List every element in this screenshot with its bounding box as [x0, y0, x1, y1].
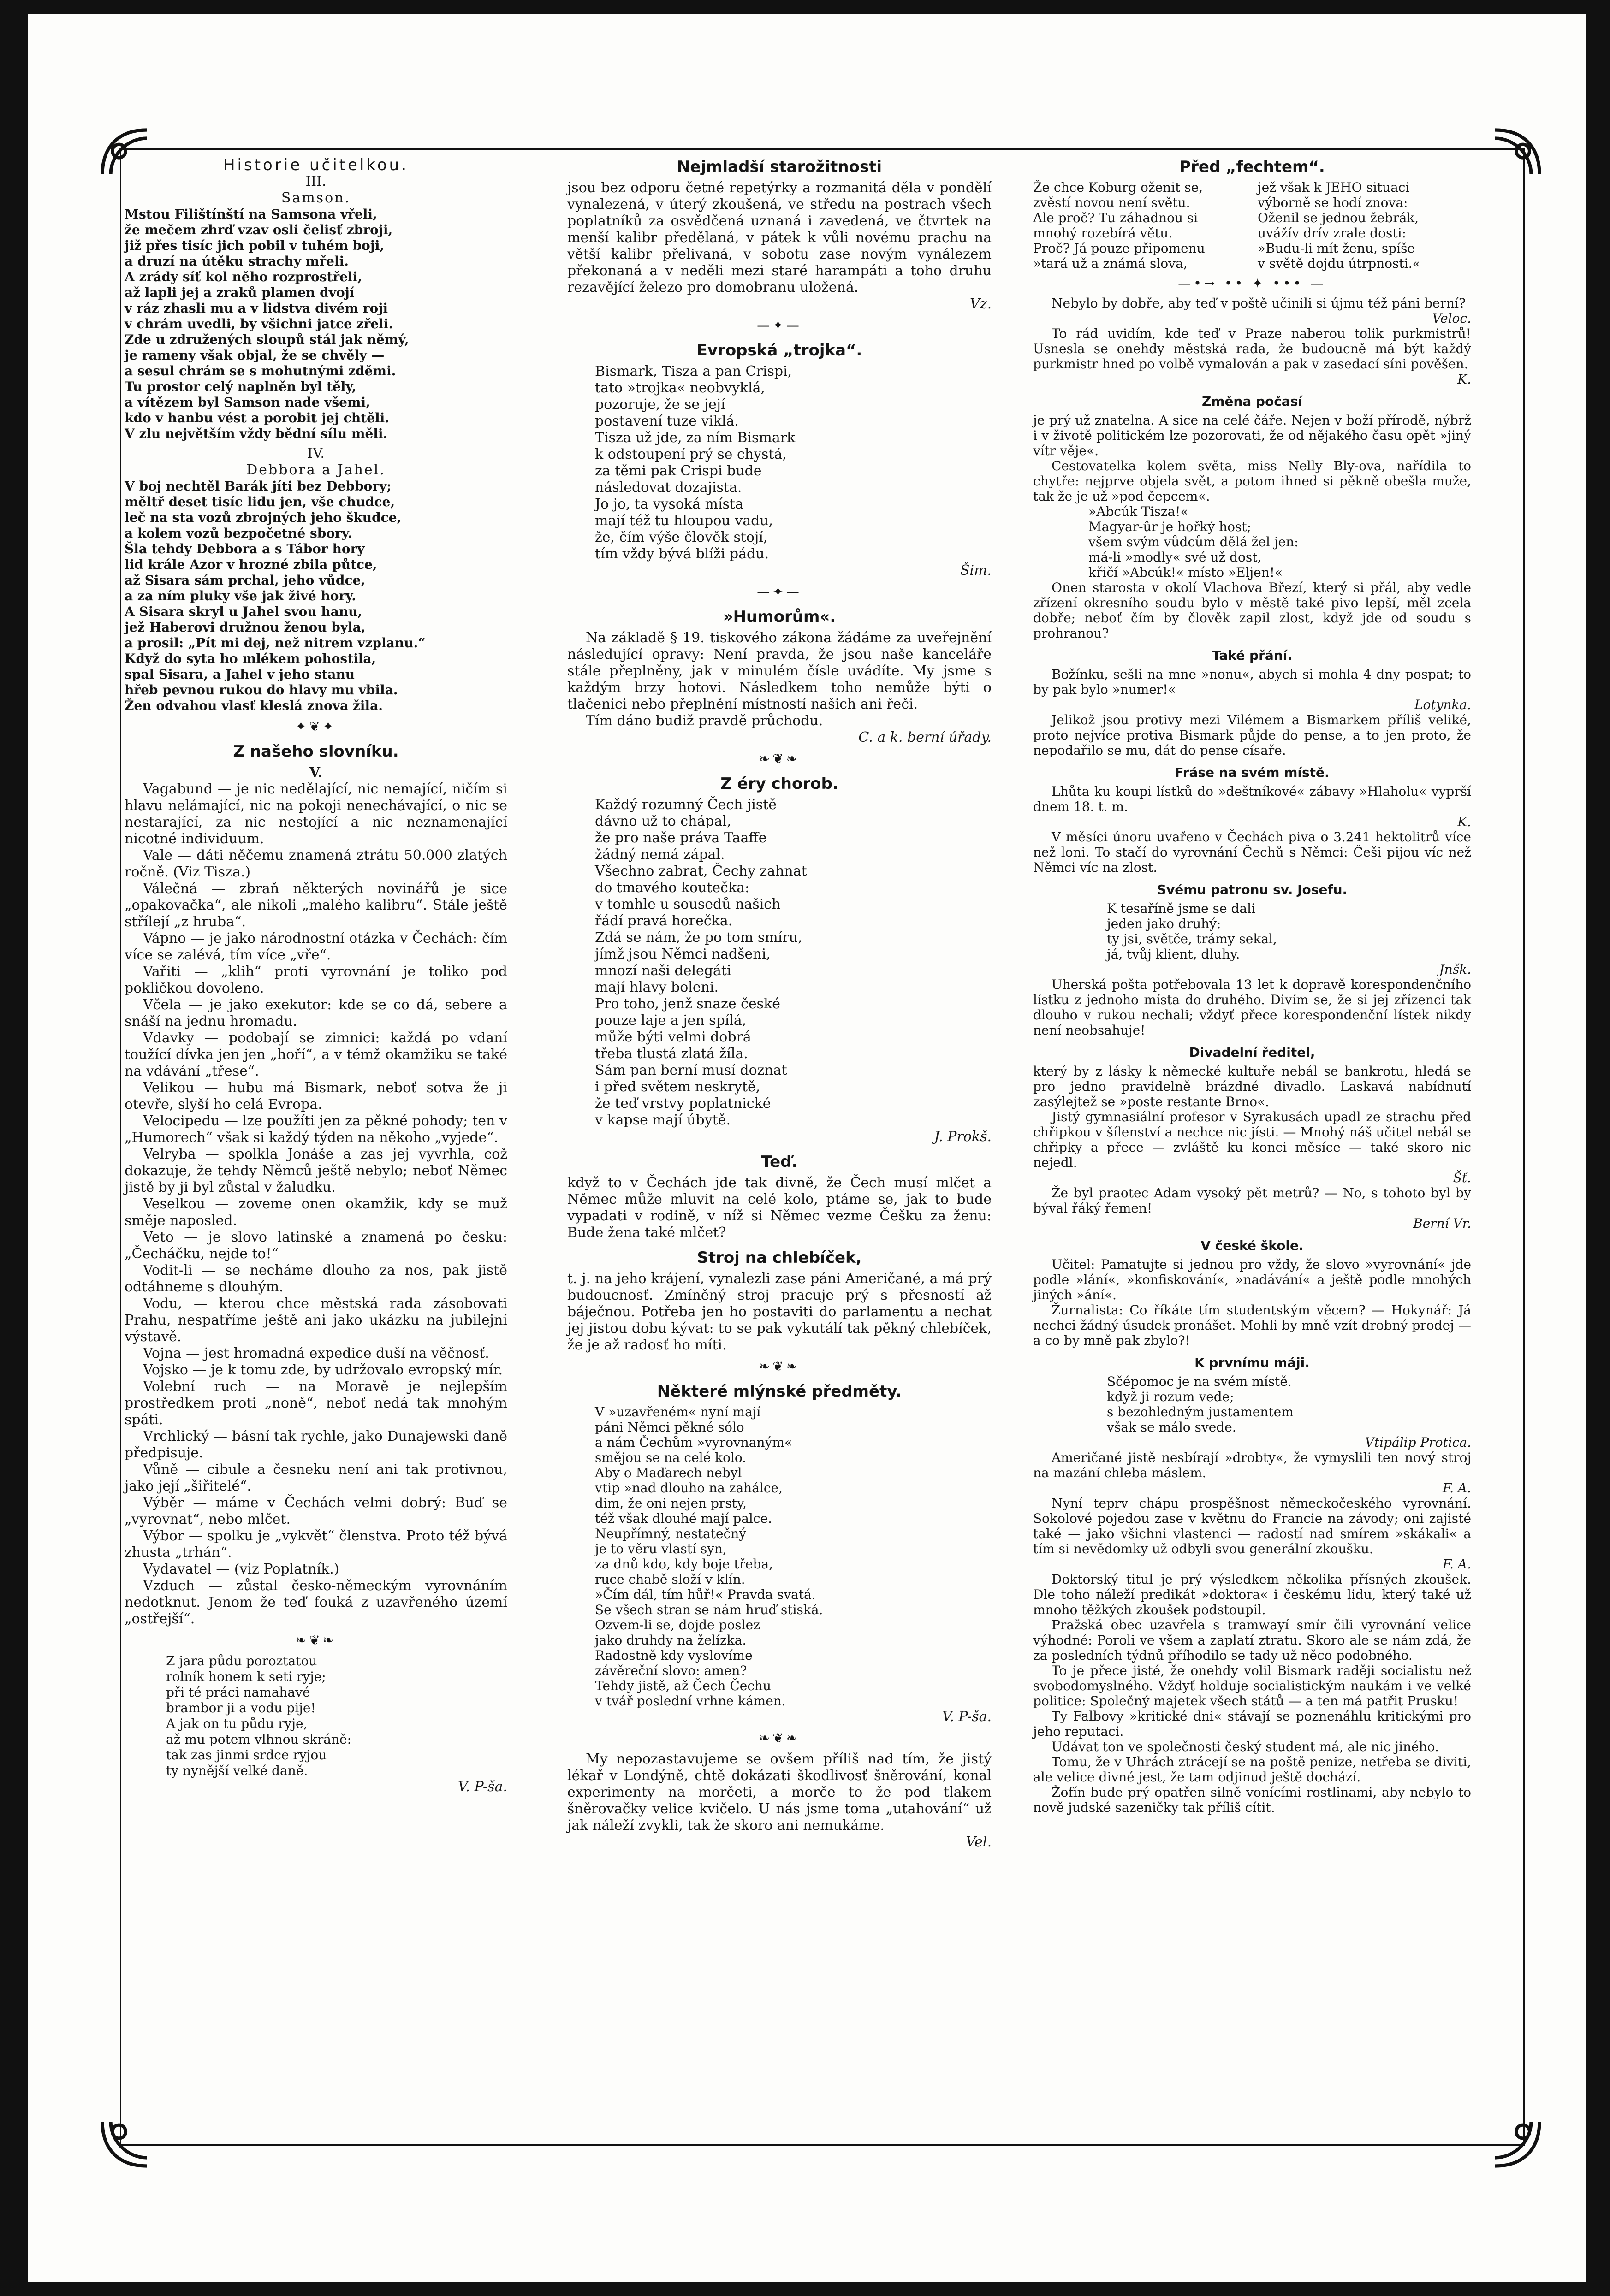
article-title: Historie učitelkou.	[223, 156, 409, 174]
verse-line: tím vždy bývá blíži pádu.	[595, 546, 769, 562]
verse-line: že mečem zhrď vzav osli čelisť zbroji,	[125, 222, 393, 237]
verse-line: Neupřímný, nestatečný	[595, 1526, 747, 1541]
article-body: Onen starosta v okolí Vlachova Březí, který si přál, aby vedle zřízení okresního soudu bylo v městě také pivo lepší, měl zcela dobře; neboť čím by člověk zapil zlost, když jde od soudu s prohranou?	[1033, 580, 1471, 641]
article-body: Božínku, sešli na mne »nonu«, abych si mohla 4 dny pospat; to by pak bylo »numer!«	[1033, 667, 1471, 697]
article-body: Uherská pošta potřebovala 13 let k dopravě korespondenčního lístku z jednoho místa do druhého. Divím se, že si jej zřízenci tak dlouho v rukou nechali; vždyť přece korespondenční lístek nikdy není neobsahuje!	[1033, 977, 1471, 1038]
article-title: Svému patronu sv. Josefu.	[1157, 882, 1348, 897]
dictionary-entry: Válečná — zbraň některých novinářů je sice „opakovačka“, ale nikoli „malého kalibru“. Stále ještě střílejí „z hruba“.	[125, 881, 507, 930]
verse-line: až lapli jej a zraků plamen dvojí	[125, 285, 355, 300]
article-body: Tím dáno budiž pravdě průchodu.	[586, 713, 823, 729]
article-title: Divadelní ředitel,	[1189, 1045, 1315, 1060]
verse-line: že, čím výše člověk stojí,	[595, 529, 768, 545]
verse-line: V zlu největším vždy bědní sílu měli.	[125, 426, 388, 441]
signature: K.	[1457, 372, 1471, 387]
article-title: Teď.	[761, 1153, 798, 1171]
verse-line: postavení tuze viklá.	[595, 413, 739, 429]
verse-line: »Budu-li mít ženu, spíše	[1258, 241, 1415, 256]
verse-line: Ozvem-li se, dojde poslez	[595, 1617, 760, 1633]
article-body: My nepozastavujeme se ovšem příliš nad tím, že jistý lékař v Londýně, chtě dokázati škodlivosť šněrování, konal experimenty na morčeti, a morče to že pod tlakem šněrovačky velice kvičelo. U nás jsme toma „utahování“ už jak náleží zvykli, tak že skoro ani nemukáme.	[567, 1751, 992, 1834]
article-title: Také přání.	[1212, 648, 1292, 663]
signature: Jnšk.	[1439, 962, 1471, 977]
dictionary-entry: Vodu, — kterou chce městská rada zásobovati Prahu, nespatříme ještě ani jako ukázku na jubilejní výstavě.	[125, 1296, 507, 1345]
verse-line: v tomhle u sousedů našich	[595, 896, 781, 912]
verse-line: lid krále Azor v hrozné zbila půtce,	[125, 557, 377, 572]
article-title: Fráse na svém místě.	[1175, 765, 1330, 780]
verse-line: Každý rozumný Čech jistě	[595, 797, 777, 813]
article-title: Některé mlýnské předměty.	[657, 1382, 902, 1401]
article-title: V české škole.	[1200, 1238, 1304, 1253]
verse-line: tak zas jinmi srdce ryjou	[166, 1747, 327, 1763]
article-body: Ty Falbovy »kritické dni« stávají se poznenáhlu kritickými pro jeho reputaci.	[1033, 1709, 1471, 1739]
verse-line: hřeb pevnou rukou do hlavy mu vbila.	[125, 682, 398, 698]
verse-line: vtip »nad dlouho na zahálce,	[595, 1480, 783, 1496]
article-title: Nejmladší starožitnosti	[677, 158, 882, 176]
article-body: Žofín bude prý opatřen silně vonícími rostlinami, aby nebylo to nově judské sazeničky tak příliš cítit.	[1033, 1785, 1471, 1815]
verse-line: leč na sta vozů zbrojných jeho škudce,	[125, 510, 402, 525]
verse-line: Když do syta ho mlékem pohostila,	[125, 651, 376, 666]
column-middle	[567, 157, 992, 1851]
sonnet-samson	[125, 207, 507, 442]
article-body: je prý už znatelna. A sice na celé čáře. Nejen v boží přírodě, nýbrž i v životě politickém lze pozorovati, že od nějakého času opět »jiný vítr věje«.	[1033, 413, 1471, 458]
verse-line: A Sisara skryl u Jahel svou hanu,	[125, 604, 362, 619]
verse-line: až mu potem vlhnou skráně:	[166, 1732, 351, 1747]
verse-line: V boj nechtěl Barák jíti bez Debbory;	[125, 479, 392, 494]
signature: Vz.	[969, 296, 992, 312]
verse-line: že pro naše práva Taaffe	[595, 830, 767, 846]
verse-line: v tvář poslední vrhne kámen.	[595, 1693, 786, 1709]
verse-line: v chrám uvedli, by všichni jatce zřeli.	[125, 316, 393, 331]
verse-line: »tará už a známá slova,	[1033, 256, 1188, 271]
verse-line: Všechno zabrat, Čechy zahnat	[595, 863, 807, 879]
verse-line: za dnů kdo, kdy boje třeba,	[595, 1556, 773, 1572]
dictionary-entry: Volební ruch — na Moravě je nejlepším prostředkem proti „noně“, neboť nedá tak mnohým spáti.	[125, 1379, 507, 1428]
section-subtitle: Debbora a Jahel.	[246, 462, 386, 478]
poem-left	[1033, 180, 1247, 271]
verse-line: mají též tu hloupou vadu,	[595, 513, 773, 529]
verse-line: řádí pravá horečka.	[595, 913, 733, 929]
verse-line: jeden jako druhý:	[1107, 916, 1221, 931]
ornament-divider: ❧❦❧	[295, 1633, 337, 1648]
article-title: »Humorům«.	[723, 608, 836, 626]
article-body: Udávat ton ve společnosti český student má, ale nic jiného.	[1052, 1739, 1439, 1754]
dictionary-entry: Velocipedu — lze použíti jen za pěkné pohody; ten v „Humorech“ však si každý týden na někoho „vyjede“.	[125, 1113, 507, 1146]
ornament-divider: —✦—	[757, 318, 802, 333]
signature: V. P-ša.	[942, 1709, 992, 1725]
verse-line: do tmavého koutečka:	[595, 880, 750, 896]
article-body: Tomu, že v Uhrách ztrácejí se na poště penize, netřeba se diviti, ale velice divné jest, že tam odjinud ještě dochází.	[1033, 1754, 1471, 1785]
verse-line: v ráz zhasli mu a v lidstva divém roji	[125, 301, 388, 316]
verse-line: třeba tlustá zlatá žíla.	[595, 1046, 748, 1062]
column-right	[1033, 157, 1471, 1815]
article-title: Z éry chorob.	[720, 775, 838, 793]
dictionary-number: V.	[309, 764, 323, 781]
poem-trojka	[595, 363, 992, 562]
verse-line: K tesaříně jsme se dali	[1107, 901, 1255, 916]
verse-line: již přes tisíc jich pobil v tuhém boji,	[125, 238, 385, 253]
dictionary-entry: Veto — je slovo latinské a znamená po česku: „Čecháčku, nejde to!“	[125, 1229, 507, 1262]
verse-line: jako druhdy na želízka.	[595, 1633, 747, 1648]
ornament-divider: —•→ •• ✦ ••• —	[1178, 276, 1326, 291]
article-body: Nebylo by dobře, aby teď v poště učinili si újmu též páni berní?	[1052, 296, 1466, 311]
dictionary-title: Z našeho slovníku.	[233, 742, 399, 761]
article-title: Evropská „trojka“.	[696, 341, 862, 360]
poem-josef	[1107, 901, 1471, 962]
verse-line: a druzí na útěku strachy mřeli.	[125, 254, 349, 269]
verse-line: následovat dozajista.	[595, 479, 742, 496]
verse-line: smějou se na celé kolo.	[595, 1450, 747, 1465]
verse-line: jímž jsou Němci nadšeni,	[595, 946, 771, 962]
verse-line: všem svým vůdcům dělá žel jen:	[1088, 534, 1299, 550]
signature: Berní Vr.	[1413, 1216, 1471, 1231]
signature: Vel.	[966, 1834, 992, 1850]
signature: Šť.	[1453, 1170, 1471, 1185]
verse-line: a kolem vozů bezpočetné sbory.	[125, 526, 352, 541]
verse-line: Aby o Maďarech nebyl	[595, 1465, 742, 1480]
verse-line: Jo jo, ta vysoká místa	[595, 496, 743, 512]
verse-line: Žen odvahou vlasť kleslá znova žila.	[125, 698, 383, 713]
verse-line: Tehdy jistě, až Čech Čechu	[595, 1678, 772, 1693]
verse-line: mnohý rozebírá větu.	[1033, 225, 1173, 241]
signature: K.	[1457, 814, 1471, 829]
verse-line: rolník honem k seti ryje;	[166, 1669, 326, 1684]
verse-line: v kapse mají úbytě.	[595, 1112, 731, 1128]
verse-line: A zrády síť kol něho rozprostřeli,	[125, 269, 362, 284]
dictionary-entry: Vzduch — zůstal česko-německým vyrovnáním nedotknut. Jenom že teď fouká z uzavřeného území „ostřejší“.	[125, 1578, 507, 1627]
article-body: jsou bez odporu četné repetýrky a rozmanitá děla v pondělí vynalezená, v úterý zkoušená, ve středu na postrach všech poplatníků za osvědčená uznaná i zavedená, ve čtvrtek na menší kalibr předělaná, v pátek k vůli novému prachu na větší kalibr přelivaná, v sobotu zase novým vynálezem překonaná a v neděli mezi staré harampáti a toho druhu rezavějící železo pro domobranu uložená.	[567, 180, 992, 296]
signature: F. A.	[1443, 1480, 1471, 1496]
article-body: Američané jistě nesbírají »drobty«, že vymyslili ten nový stroj na mazání chleba máslem.	[1033, 1450, 1471, 1480]
article-body: když to v Čechách jde tak divně, že Čech musí mlčet a Němec může mluvit na celé kolo, ptáme se, jak to bude vypadati v rodině, v níž si Němec vezme Češku za ženu: Bude žena také mlčet?	[567, 1175, 992, 1241]
verse-line: křičí »Abcúk!« místo »Eljen!«	[1088, 565, 1283, 580]
verse-line: jež Haberovi družnou ženou byla,	[125, 620, 366, 635]
verse-line: Bismark, Tisza a pan Crispi,	[595, 363, 792, 379]
verse-line: dim, že oni nejen prsty,	[595, 1496, 747, 1511]
poem-right	[1258, 180, 1471, 271]
verse-line: i před světem neskrytě,	[595, 1079, 760, 1095]
dictionary-entry: Vydavatel — (viz Poplatník.)	[143, 1561, 339, 1577]
verse-line: Proč? Já pouze připomenu	[1033, 241, 1205, 256]
verse-line: dávno už to chápal,	[595, 813, 731, 829]
verse-line: Se všech stran se nám hruď stiská.	[595, 1602, 823, 1617]
section-number: III.	[305, 173, 327, 189]
verse-line: že teď vrstvy poplatnické	[595, 1095, 771, 1112]
sonnet-debbora	[125, 479, 507, 714]
dictionary-entry: Výbor — spolku je „vykvět“ členstva. Proto též bývá zhusta „trhán“.	[125, 1528, 507, 1561]
signature: Šim.	[960, 562, 992, 579]
verse-line: kdo v hanbu vést a porobit jej chtěli.	[125, 410, 389, 426]
ornament-divider: ❧❦❧	[759, 751, 800, 766]
section-subtitle: Samson.	[281, 190, 351, 206]
verse-line: ruce chabě složí v klín.	[595, 1572, 745, 1587]
verse-line: měltř deset tisíc lidu jen, vše chudce,	[125, 494, 395, 509]
verse-line: ty jsi, světče, trámy sekal,	[1107, 931, 1277, 947]
verse-line: Tu prostor celý naplněn byl těly,	[125, 379, 356, 394]
verse-line: též však dlouhé mají palce.	[595, 1511, 772, 1526]
verse-line: Šla tehdy Debbora a s Tábor hory	[125, 541, 365, 556]
verse-line: Zdá se nám, že po tom smíru,	[595, 929, 802, 946]
verse-line: Pro toho, jenž snaze české	[595, 996, 780, 1012]
dictionary-entry: Vdavky — podobají se zimnici: každá po vdaní toužící dívka jen jen „hoří“, a v témž okamžiku se také na vdávání „třese“.	[125, 1030, 507, 1079]
verse-line: k odstoupení prý se chystá,	[595, 446, 787, 462]
corner-ornament-icon	[97, 2116, 152, 2172]
dictionary-entry: Velikou — hubu má Bismark, neboť sotva že ji otevře, slyší ho celá Evropa.	[125, 1080, 507, 1112]
verse-line: Sčépomoc je na svém místě.	[1107, 1374, 1292, 1389]
verse-line: Mstou Filištínští na Samsona vřeli,	[125, 207, 377, 222]
verse-line: při té práci namahavé	[166, 1685, 310, 1700]
verse-line: až Sisara sám prchal, jeho vůdce,	[125, 573, 366, 588]
article-body: To je přece jisté, že onehdy volil Bismark raději socialistu než svobodomyslného. Vždyť holduje socialistickým naukám i ve velké politice: Společný majetek všech států — a ten má patřit Prusku!	[1033, 1663, 1471, 1709]
verse-line: a za ním pluky vše jak živé hory.	[125, 588, 356, 604]
verse-line: brambor ji a vodu pije!	[166, 1700, 316, 1716]
ornament-divider: —✦—	[757, 584, 802, 599]
verse-line: Z jara půdu poroztatou	[166, 1653, 317, 1669]
corner-ornament-icon	[1490, 2116, 1545, 2172]
verse-line: páni Němci pěkné sólo	[595, 1420, 744, 1435]
poem-chorob	[595, 797, 992, 1129]
signature: Lotynka.	[1414, 697, 1471, 712]
verse-line: žádný nemá zápal.	[595, 846, 725, 863]
article-body: Žurnalista: Co říkáte tím studentským věcem? — Hokynář: Já nechci žádný úsudek pronášet. Mohli by mně vzít drobný prodej — a co by mně pak zbylo?!	[1033, 1302, 1471, 1348]
article-title: Před „fechtem“.	[1179, 158, 1325, 176]
verse-line: Magyar-ûr je hořký host;	[1088, 519, 1252, 534]
poem-fechtem	[1033, 180, 1471, 271]
article-body: V měsíci únoru uvařeno v Čechách piva o 3.241 hektolitrů více než loni. To stačí do vyrovnání Čechů s Němci: Češi pijou víc než Němci víc na zlost.	[1033, 829, 1471, 875]
verse-line: a sesul chrám se s mohutnými zděmi.	[125, 363, 396, 379]
verse-line: v světě dojdu útrpnosti.«	[1258, 256, 1420, 271]
verse-line: když ji rozum vede;	[1107, 1389, 1234, 1404]
dictionary-entry: Vůně — cibule a česneku není ani tak protivnou, jako její „šiřitelé“.	[125, 1462, 507, 1494]
poem-mlyn	[595, 1404, 992, 1709]
verse-line: Zde u združených sloupů stál jak němý,	[125, 332, 409, 347]
poem-abcuk	[1088, 504, 1471, 580]
ornament-divider: ❧❦❧	[759, 1359, 800, 1374]
article-body: Na základě § 19. tiskového zákona žádáme za uveřejnění následující opravy: Není pravda, že jsou naše kanceláře stále přeplněny, jak v minulém čísle uvádíte. My jsme s každým brzy hotovi. Následkem toho nemůže býti o tlačenici nebo přeplnění místností našich ani řeči.	[567, 630, 992, 712]
verse-line: Oženil se jednou žebrák,	[1258, 210, 1419, 225]
verse-line: Tisza už jde, za ním Bismark	[595, 430, 796, 446]
verse-line: spal Sisara, a Jahel v jeho stanu	[125, 667, 355, 682]
article-body: Doktorský titul je prý výsledkem několika přísných zkoušek. Dle toho náleží predikát »doktora« i českému lidu, který také už mnoho těžkých zkoušek podstoupil.	[1033, 1572, 1471, 1617]
verse-line: závěreční slovo: amen?	[595, 1663, 747, 1678]
article-body: Že byl praotec Adam vysoký pět metrů? — No, s tohoto byl by býval řáký řemen!	[1033, 1185, 1471, 1216]
article-body: Učitel: Pamatujte si jednou pro vždy, že slovo »vyrovnání« jde podle »lání«, »konfiskování«, »nadávání« a ještě podle mnohých jiných »ání«.	[1033, 1257, 1471, 1302]
dictionary-entry: Vojna — jest hromadná expedice duší na věčnosť.	[143, 1345, 489, 1361]
signature: F. A.	[1443, 1556, 1471, 1572]
verse-line: A jak on tu půdu ryje,	[166, 1716, 308, 1731]
ornament-divider: ❧❦❧	[759, 1730, 800, 1746]
verse-line: a nám Čechům »vyrovnaným«	[595, 1435, 793, 1450]
verse-line: zvěstí novou není světu.	[1033, 195, 1190, 210]
verse-line: je to věru vlastí syn,	[595, 1541, 727, 1556]
verse-line: mnozí naši delegáti	[595, 963, 731, 979]
dictionary-entry: Vodit-li — se necháme dlouho za nos, pak jistě odtáhneme s dlouhým.	[125, 1262, 507, 1295]
dictionary-entry: Vrchlický — básní tak rychle, jako Dunajewski daně předpisuje.	[125, 1428, 507, 1461]
dictionary-entry: Veselkou — zoveme onen okamžik, kdy se muž směje naposled.	[125, 1196, 507, 1229]
dictionary-entry: Vagabund — je nic nedělající, nic nemající, ničím si hlavu nelámající, nic na pokoji nenechávající, o nic se nestarající, za nic nestojící a nic neznamenající nicotné individuum.	[125, 781, 507, 847]
signature: V. P-ša.	[458, 1779, 507, 1795]
verse-line: uvážív drív zrale dosti:	[1258, 225, 1406, 241]
article-body: To rád uvidím, kde teď v Praze naberou tolik purkmistrů! Usnesla se onehdy městská rada, že budoucně má být každý purkmistr hned po volbě vymalován a pak v zasedací síni pověšen.	[1033, 326, 1471, 372]
verse-line: Že chce Koburg oženit se,	[1033, 180, 1203, 195]
article-body: Pražská obec uzavřela s tramwayí smír čili vyrovnání velice výhodné: Poroli ve všem a zaplatí ztratu. Skoro ale se nám zdá, že za posledních týdnů příhodilo se tady už něco podobného.	[1033, 1617, 1471, 1663]
verse-line: V »uzavřeném« nyní mají	[595, 1404, 761, 1420]
article-body: Cestovatelka kolem světa, miss Nelly Bly-ova, nařídila to chytře: nejprve objela svět, a potom ihned si pěkně obešla muže, tak že je už »pod čepcem«.	[1033, 458, 1471, 504]
verse-line: však se málo svede.	[1107, 1420, 1236, 1435]
dictionary-entry: Vápno — je jako národnostní otázka v Čechách: čím více se zalévá, tím více „vře“.	[125, 930, 507, 963]
verse-line: ty nynější velké daně.	[166, 1763, 308, 1778]
verse-line: a vítězem byl Samson nade všemi,	[125, 395, 370, 410]
corner-ornament-icon	[1490, 124, 1545, 180]
signature: Vtipálip Protica.	[1365, 1435, 1471, 1450]
poem-dane	[166, 1653, 507, 1779]
section-number: IV.	[307, 445, 325, 462]
verse-line: já, tvůj klient, dluhy.	[1107, 947, 1240, 962]
signature: J. Prokš.	[934, 1129, 992, 1145]
article-body: Jelikož jsou protivy mezi Vilémem a Bismarkem příliš veliké, proto nejvíce protiva Bismark půjde do pense, a to jen proto, že nepodařilo se mu, dát do pense císaře.	[1033, 712, 1471, 758]
verse-line: s bezohledným justamentem	[1107, 1404, 1294, 1420]
poem-maji	[1107, 1374, 1471, 1435]
ornament-divider: ✦❦✦	[295, 719, 337, 734]
article-body: t. j. na jeho krájení, vynalezli zase páni Američané, a má prý budoucnosť. Zmíněný stroj pracuje prý s přesností až báječnou. Potřeba jen ho postaviti do parlamentu a nechat jej jistou dobu kývat: to se pak vykutálí tak pěkný chlebíček, že je až radosť ho míti.	[567, 1271, 992, 1353]
verse-line: Radostně kdy vyslovíme	[595, 1648, 753, 1663]
dictionary-entry: Vařiti — „klih“ proti vyrovnání je toliko pod pokličkou dovoleno.	[125, 964, 507, 996]
article-title: Změna počasí	[1201, 394, 1303, 409]
article-body: Nyní teprv chápu prospěšnost německočeského vyrovnání. Sokolové pojedou zase v květnu do Francie na závody; oni zajisté také — jako všichni vlastenci — radostí nad smírem »skákali« a tím si nevědomky už odbyli svou generální zkoušku.	[1033, 1496, 1471, 1556]
article-title: Stroj na chlebíček,	[697, 1249, 862, 1267]
verse-line: mají hlavy boleni.	[595, 979, 719, 995]
verse-line: pouze laje a jen spílá,	[595, 1012, 747, 1029]
verse-line: za těmi pak Crispi bude	[595, 463, 762, 479]
verse-line: výborně se hodí znova:	[1258, 195, 1408, 210]
article-body: který by z lásky k německé kultuře nebál se bankrotu, hledá se pro jedno pravidelně brázdné divadlo. Laskavá nabídnutí zasýlejtež se »poste restante Brno«.	[1033, 1064, 1471, 1109]
verse-line: jež však k JEHO situaci	[1258, 180, 1410, 195]
dictionary-entry: Vale — dáti něčemu znamená ztrátu 50.000 zlatých ročně. (Viz Tisza.)	[125, 847, 507, 880]
dictionary-entry: Výběr — máme v Čechách velmi dobrý: Buď se „vyrovnat“, nebo mlčet.	[125, 1495, 507, 1527]
verse-line: má-li »modly« své už dost,	[1088, 550, 1262, 565]
verse-line: tato »trojka« neobvyklá,	[595, 380, 766, 396]
verse-line: může býti velmi dobrá	[595, 1029, 751, 1045]
verse-line: a prosil: „Pít mi dej, než nitrem vzplanu.“	[125, 635, 426, 651]
verse-line: »Abcúk Tisza!«	[1088, 504, 1188, 519]
article-body: Jistý gymnasiální profesor v Syrakusách upadl ze strachu před chřipkou v šílenství a nechce nic jísti. — Mnohý náš učitel nebál se chřipky a přece — zvláště ku konci měsíce — také skoro nic nejedl.	[1033, 1109, 1471, 1170]
dictionary-entry: Včela — je jako exekutor: kde se co dá, sebere a snáší na jednu hromadu.	[125, 997, 507, 1030]
signature: C. a k. berní úřady.	[858, 729, 992, 746]
verse-line: »Čím dál, tím hůř!« Pravda svatá.	[595, 1587, 816, 1602]
verse-line: je rameny však objal, že se chvěly —	[125, 348, 385, 363]
dictionary-entry: Vojsko — je k tomu zde, by udržovalo evropský mír.	[143, 1362, 503, 1378]
verse-line: Ale proč? Tu záhadnou si	[1033, 210, 1198, 225]
dictionary-entries	[125, 781, 507, 1627]
column-left	[125, 157, 507, 1795]
article-body: Lhůta ku koupi lístků do »deštníkové« zábavy »Hlaholu« vyprší dnem 18. t. m.	[1033, 784, 1471, 814]
article-title: K prvnímu máji.	[1194, 1355, 1310, 1370]
signature: Veloc.	[1432, 311, 1471, 326]
verse-line: pozoruje, že se její	[595, 396, 725, 413]
verse-line: Sám pan berní musí doznat	[595, 1062, 787, 1078]
dictionary-entry: Velryba — spolkla Jonáše a zas jej vyvrhla, což dokazuje, že tehdy Němců ještě nebylo; neboť Němec jistě by ji byl zůstal v žaludku.	[125, 1146, 507, 1195]
